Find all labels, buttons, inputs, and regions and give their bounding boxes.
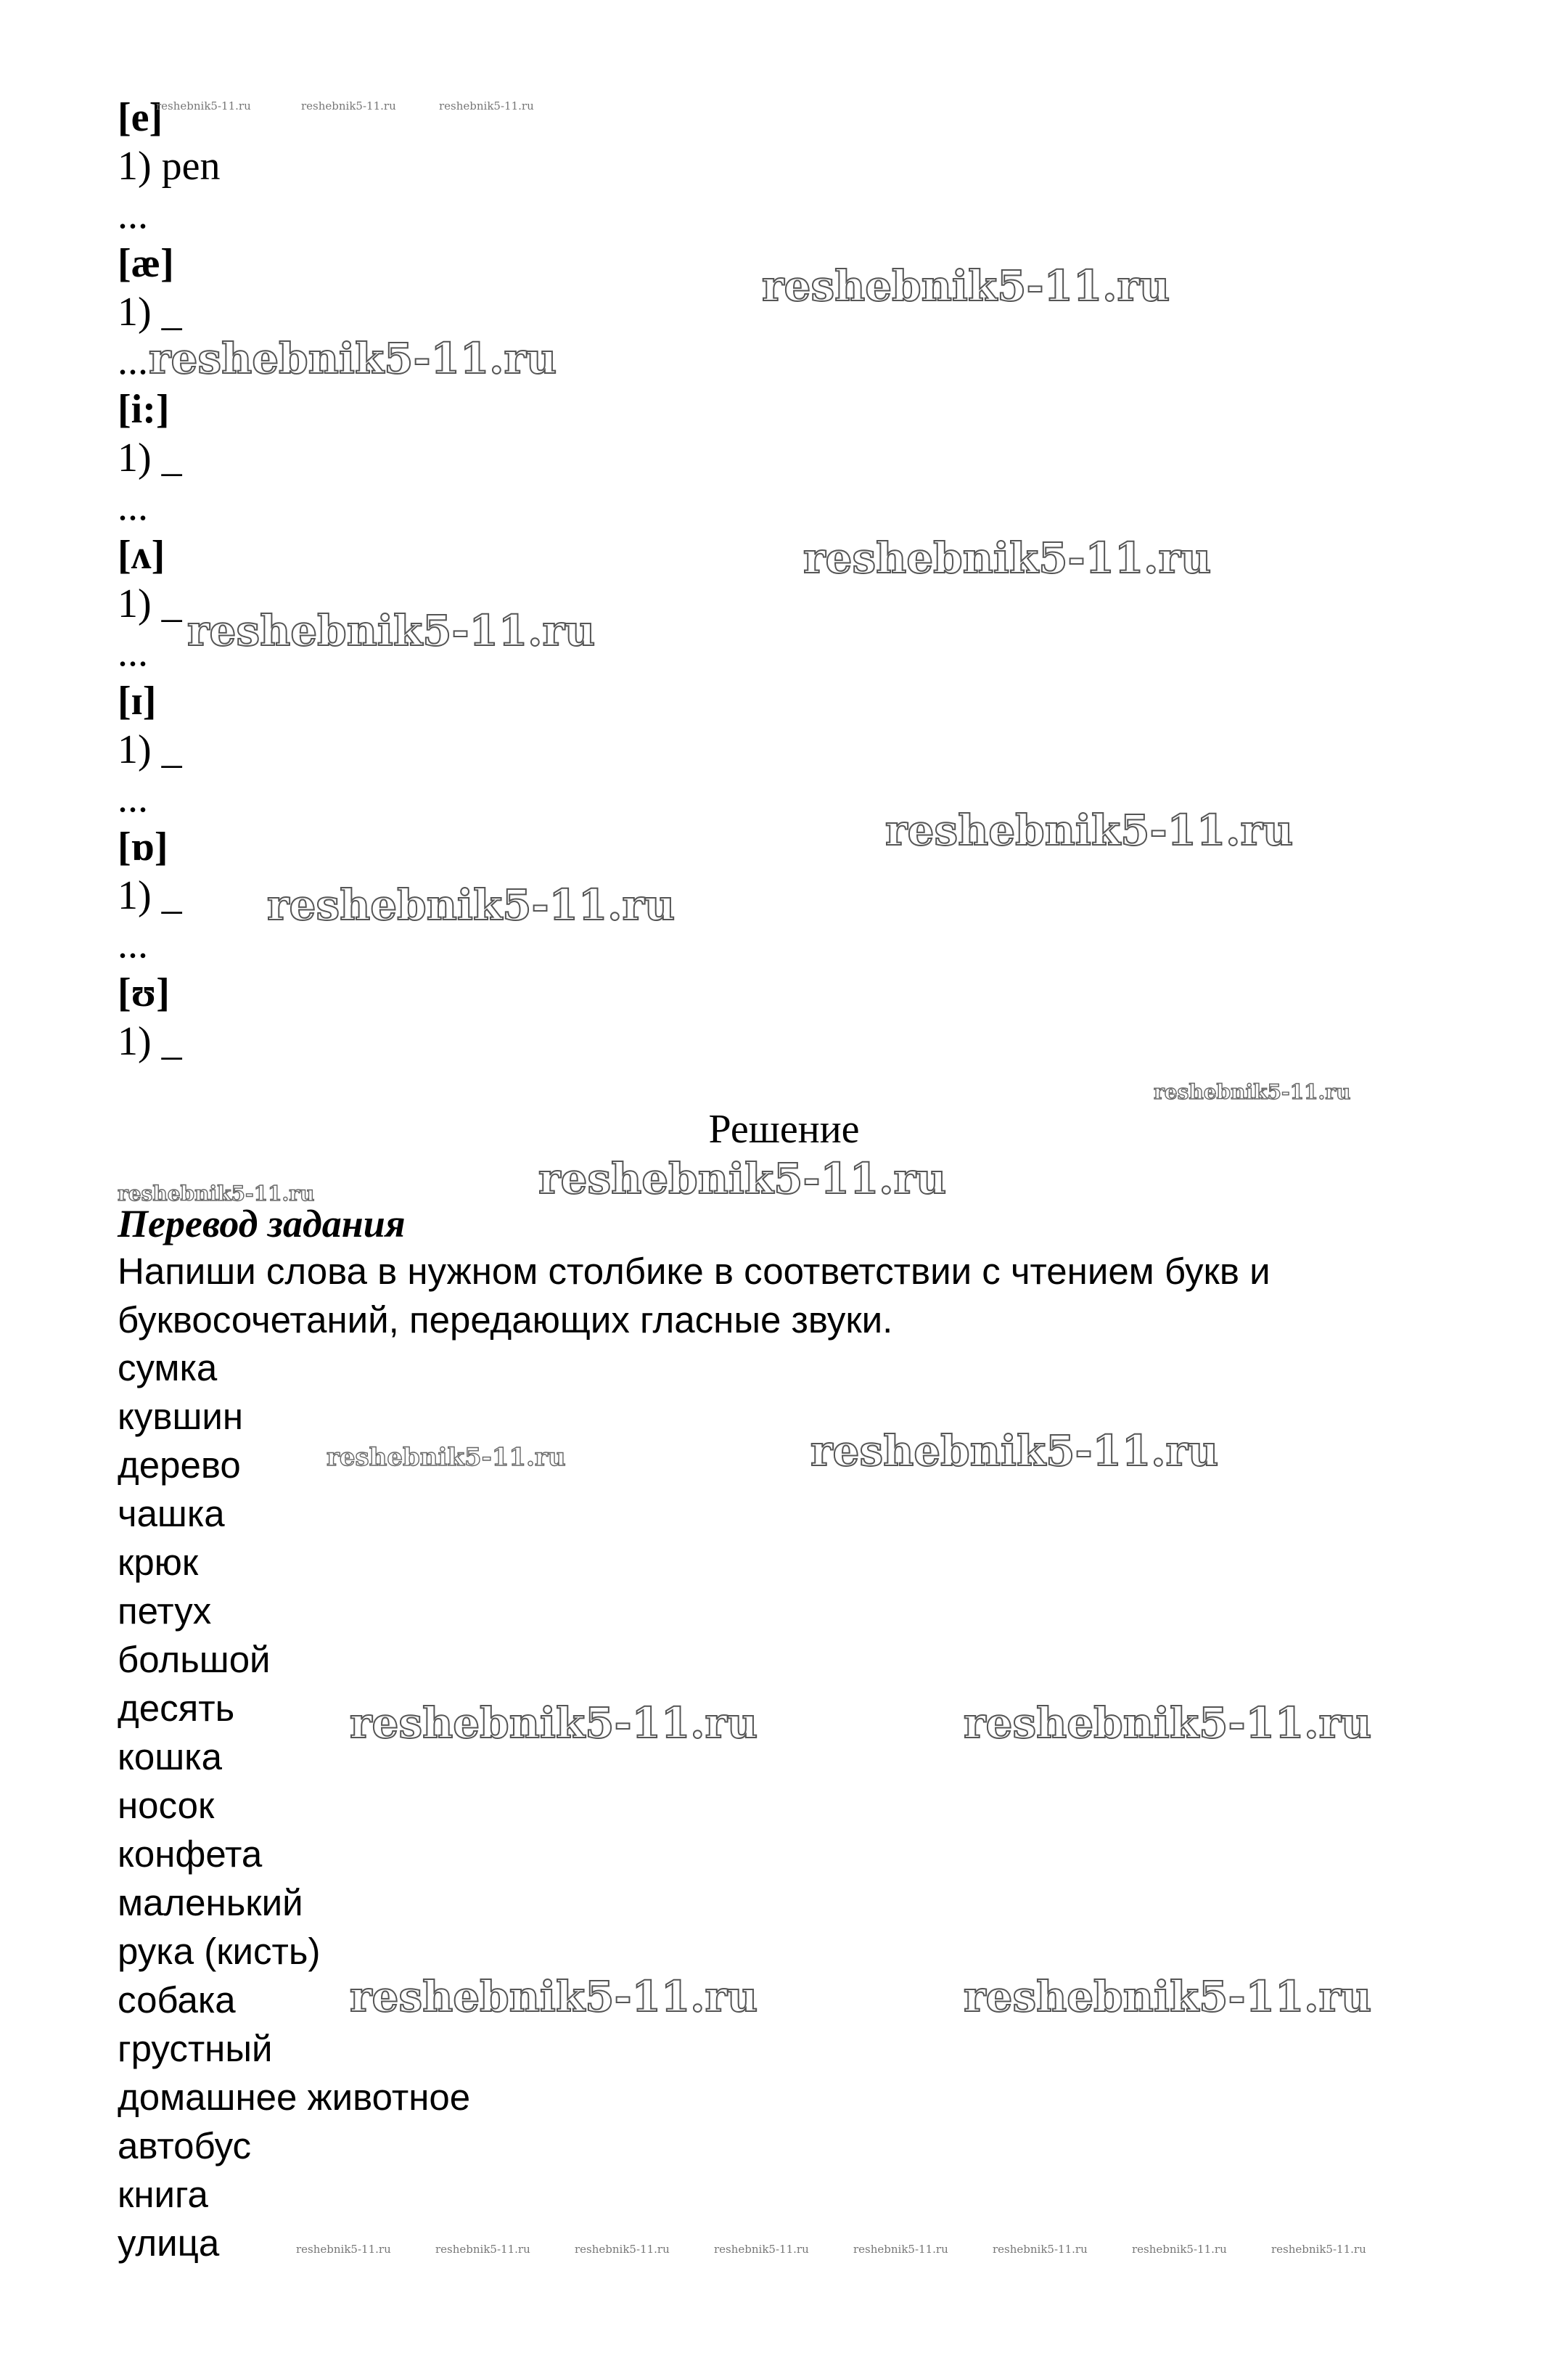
watermark: reshebnik5-11.ru [267,880,676,930]
watermark: reshebnik5-11.ru [350,1972,758,2021]
ellipsis: ... [118,338,148,383]
watermark: reshebnik5-11.ru [964,1972,1372,2021]
word-item: рука (кисть) [118,1931,321,1972]
answer-line: 1) _ [118,581,182,626]
watermark: reshebnik5-11.ru [1132,2243,1227,2256]
watermark: reshebnik5-11.ru [1271,2243,1366,2256]
word-item: крюк [118,1542,199,1583]
ellipsis: ... [118,776,148,821]
watermark: reshebnik5-11.ru [439,99,534,112]
watermark: reshebnik5-11.ru [803,533,1212,583]
translation-heading: Перевод задания [118,1202,406,1245]
answer-line: 1) pen [118,144,221,189]
phoneme-ae: [æ] [118,241,174,286]
answer-line: 1) _ [118,435,182,480]
watermark: reshebnik5-11.ru [885,806,1294,855]
watermark: reshebnik5-11.ru [156,99,251,112]
answer-line: 1) _ [118,727,182,772]
word-item: носок [118,1785,215,1826]
watermark: reshebnik5-11.ru [810,1426,1219,1476]
word-item: домашнее животное [118,2076,471,2118]
word-item: кошка [118,1736,222,1777]
word-item: сумка [118,1347,218,1388]
watermark: reshebnik5-11.ru [296,2243,391,2256]
ellipsis: ... [118,630,148,675]
watermark: reshebnik5-11.ru [853,2243,948,2256]
watermark: reshebnik5-11.ru [149,334,557,383]
word-item: автобус [118,2125,252,2166]
phoneme-open-o: [ɒ] [118,824,168,869]
solution-title: Решение [708,1107,860,1152]
ellipsis: ... [118,484,148,529]
watermark: reshebnik5-11.ru [301,99,396,112]
watermark: reshebnik5-11.ru [327,1443,566,1472]
word-item: конфета [118,1833,263,1875]
word-item: маленький [118,1882,303,1923]
watermark: reshebnik5-11.ru [762,261,1170,311]
word-item: грустный [118,2028,273,2069]
phoneme-e: [e] [118,95,163,140]
watermark: reshebnik5-11.ru [964,1698,1372,1748]
word-item: улица [118,2222,220,2264]
word-item: собака [118,1979,236,2021]
word-item: кувшин [118,1396,244,1437]
word-item: дерево [118,1444,241,1486]
watermark: reshebnik5-11.ru [187,606,596,655]
word-item: чашка [118,1493,225,1534]
word-item: большой [118,1639,271,1680]
answer-line: 1) _ [118,873,182,918]
watermark: reshebnik5-11.ru [350,1698,758,1748]
phoneme-upsilon: [ʊ] [118,970,170,1015]
task-text: Напиши слова в нужном столбике в соответствии с чтением букв и буквосочетаний, передающих гласные звуки. [118,1251,1271,1341]
phoneme-small-i: [ɪ] [118,679,157,724]
watermark: reshebnik5-11.ru [1154,1080,1351,1104]
ellipsis: ... [118,922,148,967]
watermark: reshebnik5-11.ru [714,2243,809,2256]
watermark: reshebnik5-11.ru [538,1154,947,1203]
watermark: reshebnik5-11.ru [575,2243,670,2256]
word-item: петух [118,1590,212,1632]
watermark: reshebnik5-11.ru [118,1182,315,1206]
word-item: книга [118,2174,208,2215]
phoneme-wedge: [ʌ] [118,533,165,578]
watermark: reshebnik5-11.ru [435,2243,530,2256]
answer-line: 1) _ [118,1019,182,1064]
ellipsis: ... [118,192,148,237]
watermark: reshebnik5-11.ru [993,2243,1088,2256]
answer-line: 1) _ [118,290,182,335]
phoneme-i-long: [i:] [118,387,170,432]
word-item: десять [118,1687,235,1729]
